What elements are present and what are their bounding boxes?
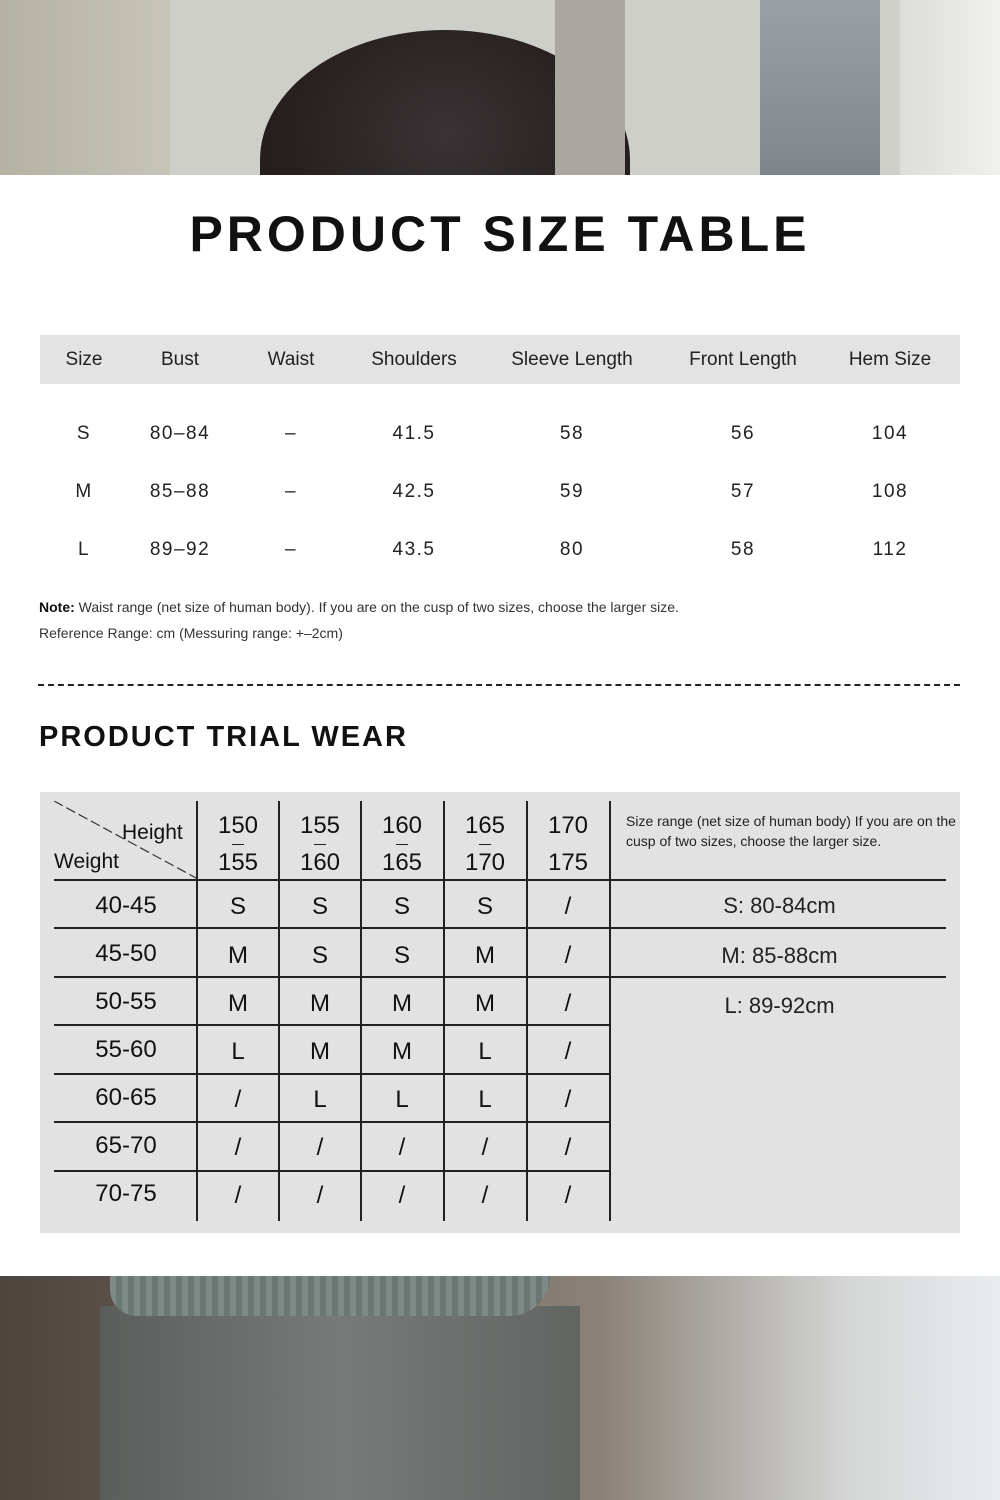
weight-label: 70-75 xyxy=(95,1180,157,1207)
range-m: M: 85-88cm xyxy=(721,943,838,968)
row-sleeve-length: 80 xyxy=(559,539,585,560)
size-cell: L xyxy=(313,1086,327,1113)
row-size: M xyxy=(75,481,93,502)
trial-wear-table xyxy=(40,792,960,1233)
size-cell: / xyxy=(481,1182,489,1209)
size-cell: M xyxy=(228,990,248,1017)
size-cell: L xyxy=(395,1086,409,1113)
row-sleeve-length: 58 xyxy=(559,423,585,444)
height-header-1-bottom: 155 xyxy=(217,849,259,876)
height-header-2-bottom: 160 xyxy=(299,849,341,876)
row-bust: 89–92 xyxy=(149,539,211,560)
model-sweater-hem xyxy=(110,1276,550,1316)
size-cell: / xyxy=(564,942,572,969)
note-text: Waist range (net size of human body). If you are on the cusp of two sizes, choose the larger size. xyxy=(74,599,679,615)
row-size: S xyxy=(76,423,92,444)
size-cell: S xyxy=(311,942,328,969)
header-waist: Waist xyxy=(267,349,315,370)
row-waist: – xyxy=(284,423,298,444)
size-cell: / xyxy=(398,1134,406,1161)
row-bust: 85–88 xyxy=(149,481,211,502)
height-header-2-top: 155 xyxy=(299,812,341,839)
size-cell: / xyxy=(564,893,572,920)
height-header-3-bottom: 165 xyxy=(381,849,423,876)
weight-label: 40-45 xyxy=(95,892,157,919)
size-cell: / xyxy=(564,990,572,1017)
size-cell: L xyxy=(231,1038,245,1065)
row-shoulders: 42.5 xyxy=(392,481,436,502)
trial-wear-title: PRODUCT TRIAL WEAR xyxy=(39,721,408,753)
size-cell: / xyxy=(564,1086,572,1113)
row-hem-size: 112 xyxy=(872,539,908,560)
page-title: PRODUCT SIZE TABLE xyxy=(189,206,811,262)
row-bust: 80–84 xyxy=(149,423,211,444)
size-cell: S xyxy=(229,893,246,920)
header-hem-size: Hem Size xyxy=(848,349,932,370)
size-cell: / xyxy=(564,1038,572,1065)
size-cell: S xyxy=(393,893,410,920)
size-cell: / xyxy=(481,1134,489,1161)
size-cell: / xyxy=(234,1086,242,1113)
size-cell: M xyxy=(475,990,495,1017)
size-cell: / xyxy=(316,1182,324,1209)
range-l: L: 89-92cm xyxy=(724,993,835,1018)
row-shoulders: 43.5 xyxy=(392,539,436,560)
weight-label: 50-55 xyxy=(95,988,157,1015)
height-header-5-bottom: 175 xyxy=(547,849,589,876)
size-cell: / xyxy=(234,1182,242,1209)
bottom-product-photo xyxy=(0,1276,1000,1500)
row-waist: – xyxy=(284,539,298,560)
top-product-photo xyxy=(0,0,1000,175)
corner-height-label: Height xyxy=(122,821,183,844)
size-cell: / xyxy=(564,1134,572,1161)
size-cell: M xyxy=(392,990,412,1017)
height-header-3-top: 160 xyxy=(381,812,423,839)
size-cell: S xyxy=(393,942,410,969)
height-header-4-bottom: 170 xyxy=(464,849,506,876)
header-shoulders: Shoulders xyxy=(371,349,457,370)
size-table-header xyxy=(40,335,960,384)
size-cell: S xyxy=(311,893,328,920)
height-header-5-top: 170 xyxy=(547,812,589,839)
row-size: L xyxy=(77,539,91,560)
size-cell: M xyxy=(475,942,495,969)
size-chart-panel xyxy=(0,175,1000,1276)
header-bust: Bust xyxy=(160,349,200,370)
note-label: Note: xyxy=(39,599,75,615)
range-s: S: 80-84cm xyxy=(723,893,836,918)
size-cell: / xyxy=(564,1182,572,1209)
size-cell: M xyxy=(228,942,248,969)
row-front-length: 58 xyxy=(730,539,756,560)
row-front-length: 57 xyxy=(730,481,756,502)
weight-label: 45-50 xyxy=(95,940,157,967)
size-cell: L xyxy=(478,1038,492,1065)
size-cell: M xyxy=(310,990,330,1017)
size-cell: S xyxy=(476,893,493,920)
size-range-note: Size range (net size of human body) If you are on the cusp of two sizes, choose the larger size. xyxy=(626,813,956,849)
model-skirt xyxy=(100,1306,580,1500)
header-front-length: Front Length xyxy=(689,349,797,370)
size-cell: / xyxy=(234,1134,242,1161)
row-shoulders: 41.5 xyxy=(392,423,436,444)
weight-label: 60-65 xyxy=(95,1084,157,1111)
size-cell: / xyxy=(316,1134,324,1161)
size-cell: L xyxy=(478,1086,492,1113)
size-cell: M xyxy=(310,1038,330,1065)
corner-weight-label: Weight xyxy=(54,850,119,873)
row-sleeve-length: 59 xyxy=(559,481,585,502)
height-header-4-top: 165 xyxy=(464,812,506,839)
row-hem-size: 108 xyxy=(871,481,909,502)
row-waist: – xyxy=(284,481,298,502)
weight-label: 55-60 xyxy=(95,1036,157,1063)
dashed-divider xyxy=(38,684,960,686)
header-sleeve-length: Sleeve Length xyxy=(511,349,633,370)
row-front-length: 56 xyxy=(730,423,756,444)
size-cell: / xyxy=(398,1182,406,1209)
row-hem-size: 104 xyxy=(871,423,909,444)
size-cell: M xyxy=(392,1038,412,1065)
reference-range-note: Reference Range: cm (Messuring range: +–2cm) xyxy=(39,625,343,641)
weight-label: 65-70 xyxy=(95,1132,157,1159)
header-size: Size xyxy=(65,349,103,370)
height-header-1-top: 150 xyxy=(217,812,259,839)
size-note xyxy=(39,599,679,615)
